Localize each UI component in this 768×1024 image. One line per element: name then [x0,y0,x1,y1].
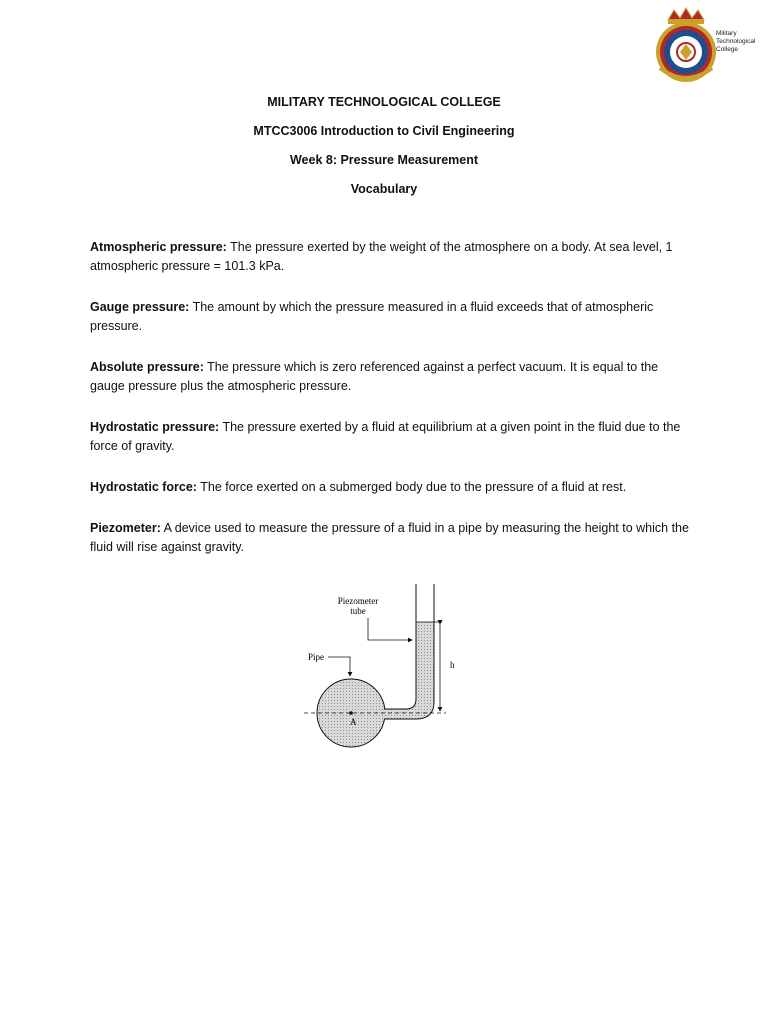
document-header [0,94,768,210]
vocab-entry [90,238,690,276]
vocab-definition: The amount by which the pressure measured in a fluid exceeds that of atmospheric pressure. [90,300,654,333]
vocab-definition: The pressure which is zero referenced against a perfect vacuum. It is equal to the gauge pressure plus the atmospheric pressure. [90,360,659,393]
course-title: MTCC3006 Introduction to Civil Engineering [253,124,515,138]
crown-icon [668,8,704,24]
logo-caption-line: College [716,46,739,53]
point-a-marker [349,711,353,715]
vocab-term: Atmospheric pressure: [90,240,227,254]
tube-label-arrow [368,618,412,640]
section-title: Vocabulary [350,182,418,196]
vocab-definition: The force exerted on a submerged body due to the pressure of a fluid at rest. [196,480,627,494]
vocab-entry [90,298,690,336]
pipe-label-arrow [328,657,350,676]
vocab-term: Absolute pressure: [90,360,204,374]
logo-caption [716,30,766,54]
vocab-term: Piezometer: [90,521,161,535]
vocabulary-list [90,238,690,579]
vocab-definition: The pressure exerted by a fluid at equilibrium at a given point in the fluid due to the force of gravity. [90,420,681,453]
vocab-entry [90,418,690,456]
pipe-label: Pipe [308,652,325,662]
piezometer-diagram [300,582,460,758]
vocab-term: Gauge pressure: [90,300,190,314]
vocab-entry [90,519,690,557]
vocab-definition: A device used to measure the pressure of a fluid in a pipe by measuring the height to which the fluid will rise against gravity. [90,521,689,554]
tube-label-line1: Piezometer [337,596,379,606]
vocab-term: Hydrostatic pressure: [90,420,220,434]
tube-fluid [384,622,434,719]
tube-label-line2: tube [350,606,366,616]
vocab-term: Hydrostatic force: [90,480,197,494]
point-a-label: A [350,717,357,727]
height-label: h [450,660,455,670]
piezometer-tube [384,584,416,709]
week-title: Week 8: Pressure Measurement [289,153,479,167]
vocab-entry [90,478,690,497]
college-title: MILITARY TECHNOLOGICAL COLLEGE [267,95,501,109]
logo-caption-line: Technological [716,38,756,45]
vocab-definition: The pressure exerted by the weight of the atmosphere on a body. At sea level, 1 atmospheric pressure = 101.3 kPa. [90,240,673,273]
logo-caption-line: Military [716,30,737,37]
emblem-icon [656,22,716,82]
vocab-entry [90,358,690,396]
